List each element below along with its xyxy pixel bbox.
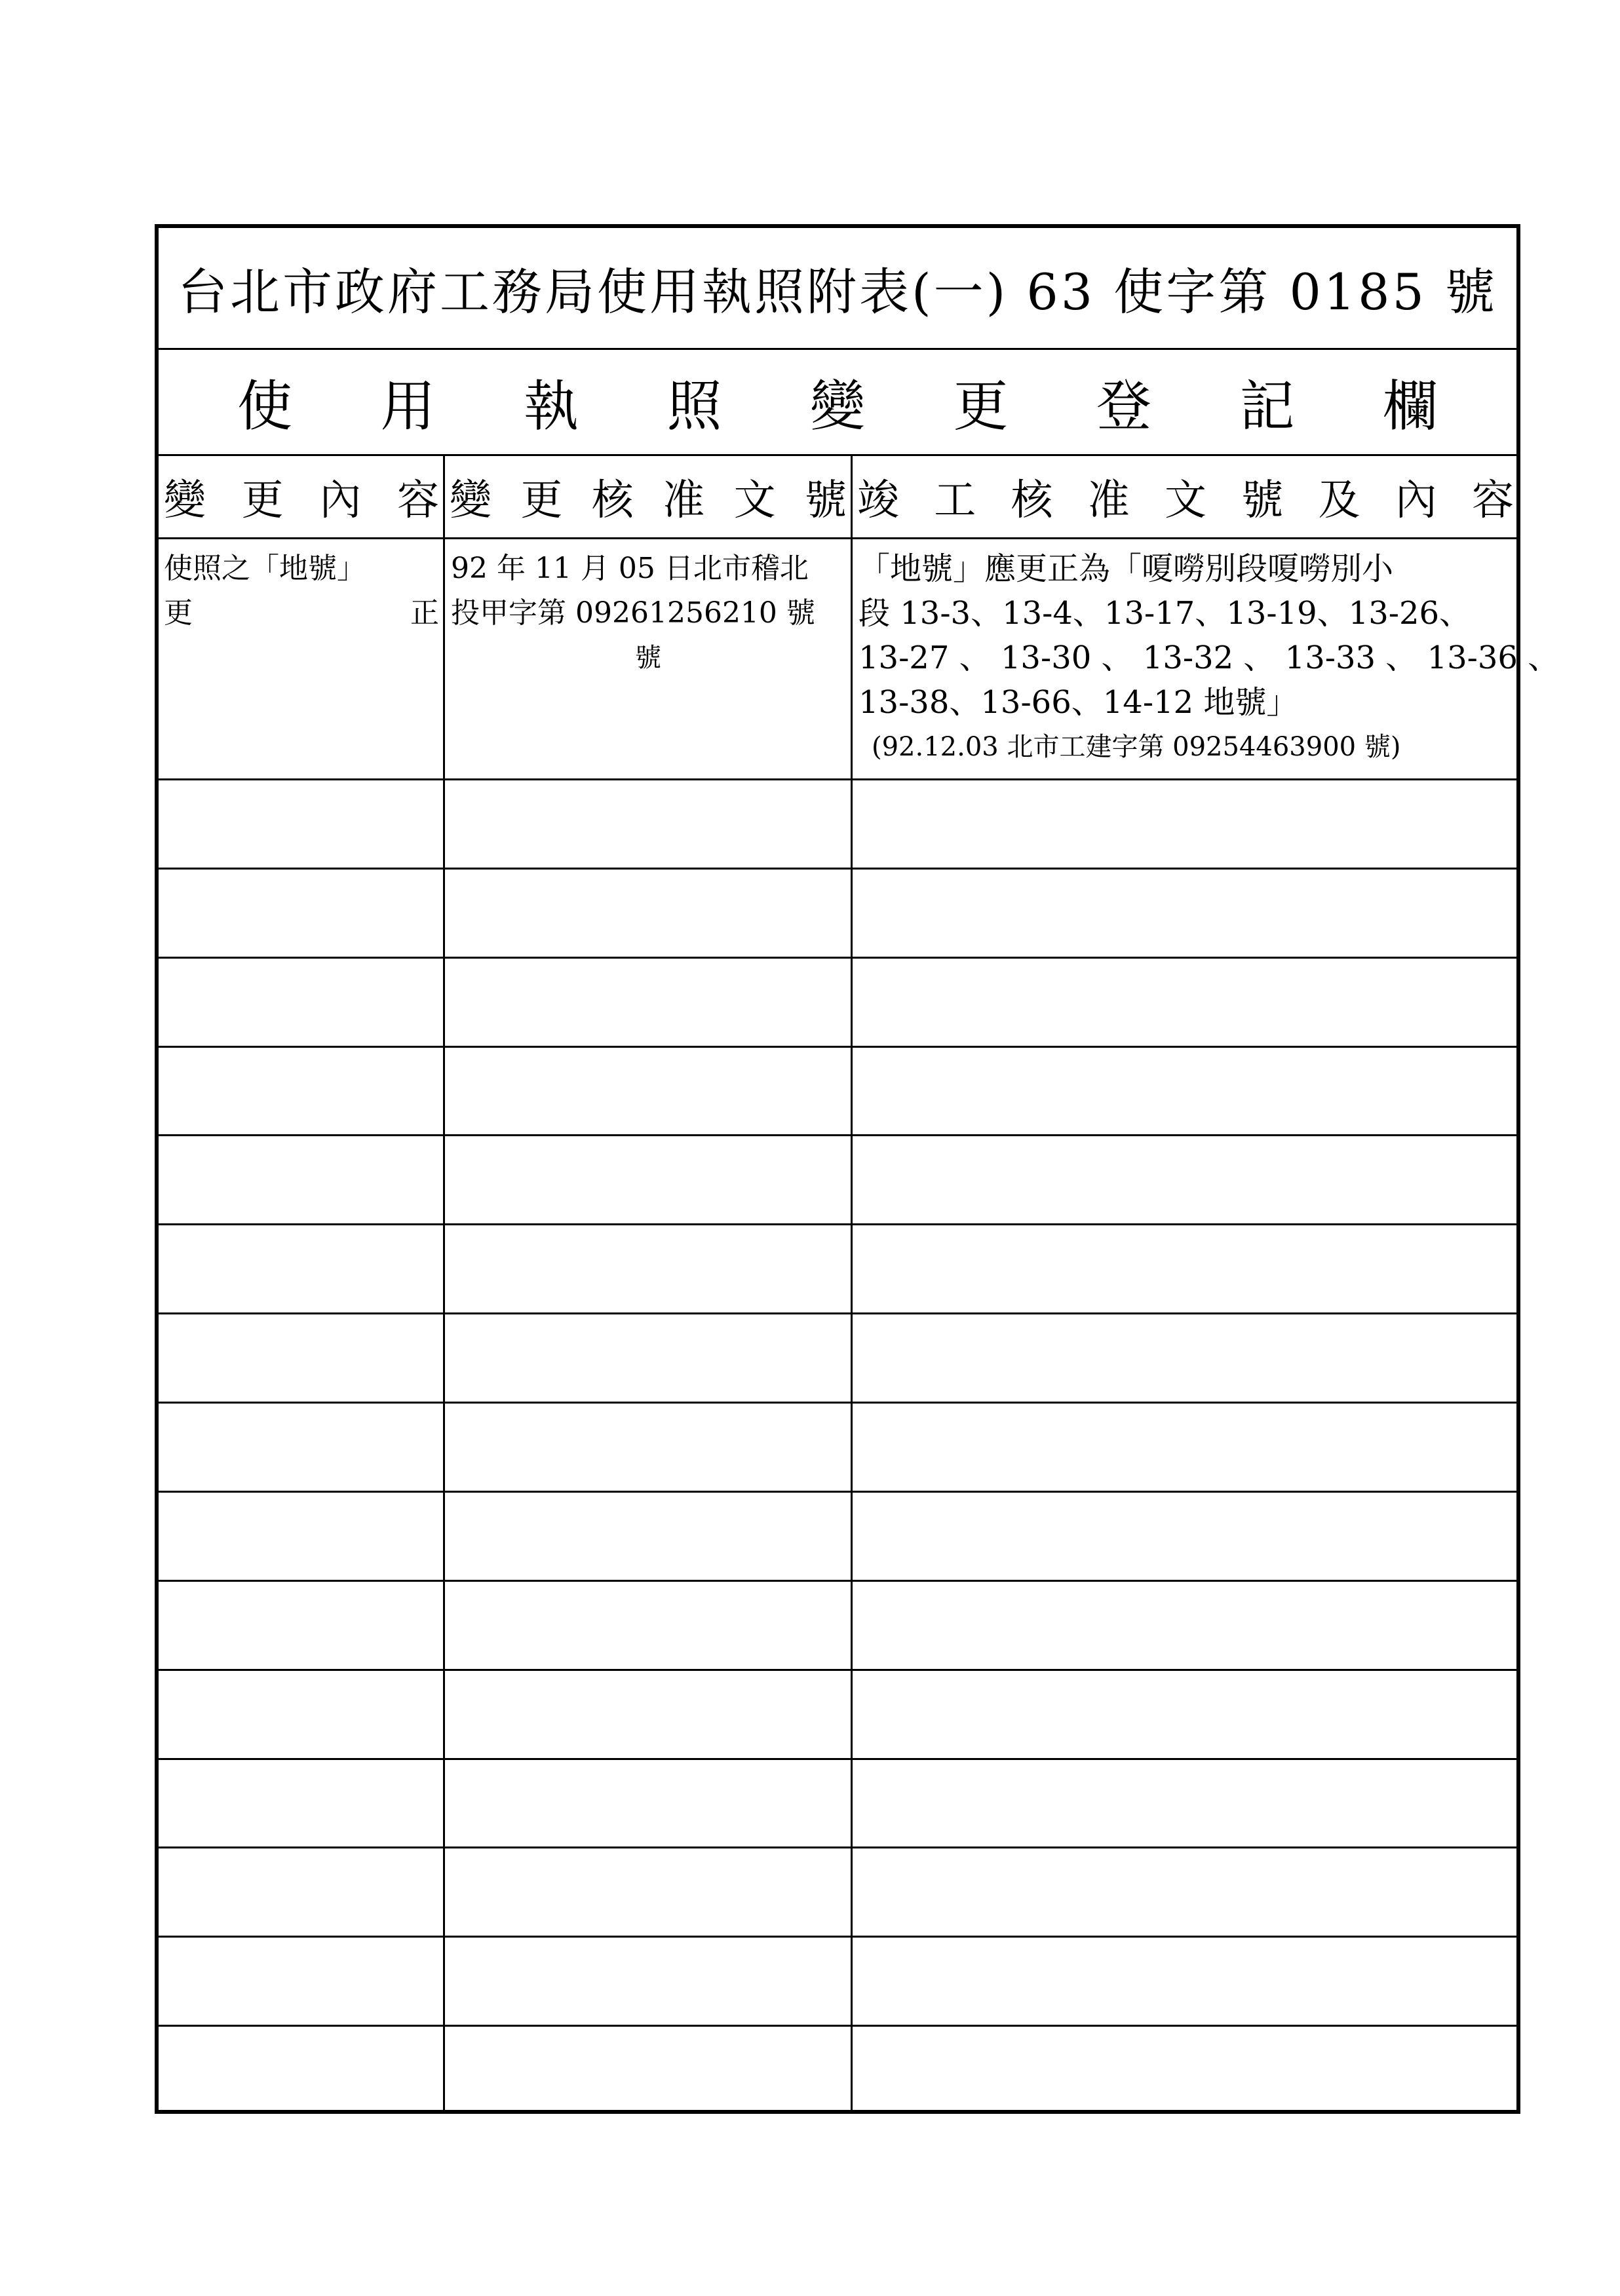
document-subtitle-row — [159, 350, 1516, 456]
header-approval-number: 變更核准文號 — [450, 476, 847, 525]
row-divider — [159, 957, 1516, 959]
cell-approval-number: 92 年 11 月 05 日北市稽北 投甲字第 09261256210 號 號 — [451, 552, 815, 673]
row-divider — [159, 1312, 1516, 1314]
row-divider — [159, 1669, 1516, 1671]
row-divider — [159, 1223, 1516, 1225]
row-divider — [159, 2025, 1516, 2027]
row-divider — [159, 1936, 1516, 1938]
document-subtitle: 使用執照變更登記欄 — [237, 374, 1438, 438]
row-divider — [159, 1580, 1516, 1582]
column-divider — [443, 456, 445, 2110]
row-divider — [159, 537, 1516, 539]
header-completion-approval: 竣工核准文號及內容 — [857, 476, 1514, 525]
row-divider — [159, 1046, 1516, 1048]
row-divider — [159, 1491, 1516, 1493]
row-divider — [159, 1402, 1516, 1404]
document-title: 台北市政府工務局使用執照附表(一) 63 使字第 0185 號 — [177, 263, 1498, 321]
document-title-row — [159, 228, 1516, 350]
row-divider — [159, 1846, 1516, 1848]
register-table — [155, 224, 1560, 2114]
header-change-content: 變更內容 — [164, 476, 439, 525]
cell-change-content: 使照之「地號」 更正 — [164, 552, 439, 630]
column-divider — [851, 456, 853, 2110]
row-divider — [159, 1134, 1516, 1136]
cell-completion-content: 「地號」應更正為「嗄嘮別段嗄嘮別小 段 13-3、13-4、13-17、13-19、13-26、 13-27 、 13-30 、 13-32 、 13-33 、 13-36 、 13-38、13-66、14-12 地號」 (92.12.03 北市工建字第 09254463900 號) — [858, 550, 1560, 762]
row-divider — [159, 868, 1516, 870]
row-divider — [159, 778, 1516, 780]
row-divider — [159, 1758, 1516, 1760]
